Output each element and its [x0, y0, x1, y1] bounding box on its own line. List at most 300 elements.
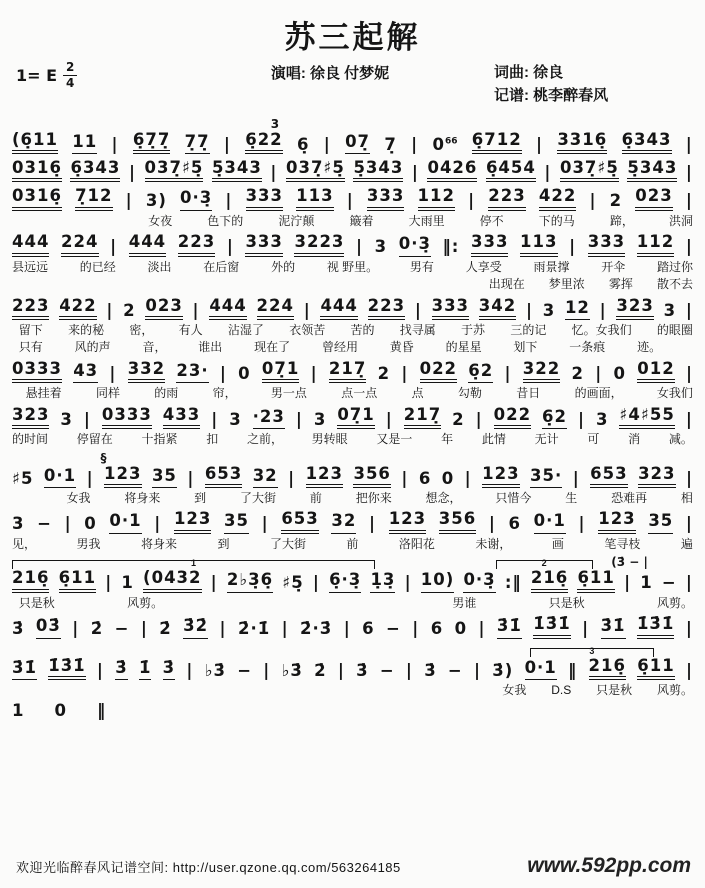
note-group: 653 — [281, 510, 318, 533]
barline: | — [544, 162, 552, 182]
barline: | — [187, 468, 195, 488]
time-signature — [63, 61, 77, 89]
note-group: 444 — [320, 297, 357, 320]
lyric-syllable: 未谢， — [475, 536, 512, 551]
lyric-syllable: 减。 — [668, 432, 693, 447]
meta-row — [16, 61, 689, 108]
barline: | — [412, 619, 420, 639]
note-group: 1 — [121, 573, 134, 593]
volta-bracket: 1 — [12, 560, 375, 569]
key-signature — [16, 61, 166, 89]
note-group: 0·1 — [534, 512, 566, 533]
barline: | — [261, 514, 269, 534]
lyric-syllable: 散不去 — [656, 277, 693, 292]
lyric-syllable: 到 — [194, 490, 207, 505]
note-group: 123 — [482, 465, 519, 488]
lyric-syllable: 前 — [346, 536, 359, 551]
barline: | — [323, 134, 331, 154]
note-group: 2 — [452, 409, 465, 429]
barline: | — [685, 573, 693, 593]
note-group: 1̇3̇1̇ — [533, 615, 570, 638]
note-group: 3) — [145, 191, 167, 211]
lyric-syllable: 将身来 — [124, 490, 161, 505]
lyric-syllable: 点 — [411, 386, 424, 401]
lyric-syllable: 画 — [551, 536, 564, 551]
lyric-syllable: 停留在 — [76, 432, 113, 447]
lyric-syllable: 男一点 — [270, 386, 307, 401]
barline: | — [186, 660, 194, 680]
note-group: 224 — [61, 233, 98, 256]
lyric-syllable: 忆。女我们 — [571, 323, 632, 338]
lyric-syllable: 的已经 — [79, 259, 116, 274]
note-group: 6̣343 — [622, 131, 672, 154]
note-group: 7̣ — [384, 134, 397, 154]
barline: | — [226, 237, 234, 257]
barline: | — [369, 514, 377, 534]
note-group: ♭3̇ — [204, 660, 226, 680]
score-line — [12, 702, 693, 720]
note-group: 0·3̣ — [399, 235, 431, 256]
lyric-syllable: 的时间 — [12, 432, 49, 447]
barline: | — [685, 300, 693, 320]
lyrics-row — [12, 260, 693, 274]
lyric-syllable: 男谁 — [452, 595, 477, 610]
note-group: 35 — [152, 467, 177, 488]
note-group: 123 — [104, 465, 141, 488]
note-group: $0^{66}$ — [432, 134, 458, 154]
lyric-syllable: 将身来 — [140, 536, 177, 551]
barline: :‖ — [504, 573, 522, 593]
note-group: 0316̣ — [12, 159, 62, 182]
note-group: 037̣♯5̣ — [286, 159, 345, 182]
lyric-syllable: 可 — [587, 432, 600, 447]
note-group: 653 — [205, 465, 242, 488]
barline: | — [140, 619, 148, 639]
note-group: 223 — [368, 297, 405, 320]
note-group: 35 — [648, 512, 673, 533]
lyric-syllable: 恐难再 — [611, 490, 648, 505]
note-group: 12 — [565, 299, 590, 320]
barline: | — [110, 237, 118, 257]
note-group: 0 — [441, 468, 455, 488]
note-group: 3 — [542, 300, 556, 320]
lyric-syllable: 苦的 — [350, 323, 375, 338]
note-group: (0432 — [143, 569, 201, 592]
notes-row — [12, 406, 693, 429]
note-group: 323 — [638, 465, 675, 488]
lyric-syllable: 外的 — [271, 259, 296, 274]
barline: | — [96, 660, 104, 680]
lyric-syllable: 风剪。 — [127, 595, 164, 610]
lyric-syllable: 留下 — [18, 323, 43, 338]
lyric-syllable: 之前， — [246, 432, 283, 447]
notes-row — [12, 159, 693, 182]
note-group: 123 — [389, 510, 426, 533]
note-group: 112 — [418, 187, 455, 210]
note-group: 3 — [60, 409, 73, 429]
note-group: 6̣2 — [542, 408, 567, 429]
note-group: 224 — [257, 297, 294, 320]
barline: | — [310, 363, 318, 383]
note-group: 03̇ — [36, 617, 61, 638]
barline: | — [281, 619, 289, 639]
note-group: 123 — [598, 510, 635, 533]
lyric-syllable: 的雨 — [154, 386, 179, 401]
note-group: 444 — [129, 233, 166, 256]
lyric-syllable: 县远远 — [12, 259, 49, 274]
barline: | — [572, 468, 580, 488]
lyrics-row — [12, 277, 693, 291]
note-group: 012 — [637, 360, 674, 383]
note-group: 333 — [245, 233, 282, 256]
lyric-syllable: 见， — [12, 536, 37, 551]
note-group: 3 — [313, 409, 327, 429]
lyric-syllable: 一条痕 — [569, 340, 606, 355]
barline: | — [685, 409, 693, 429]
score-line — [12, 615, 693, 638]
note-group: 332 — [128, 360, 165, 383]
score-line — [12, 187, 693, 228]
score-line — [12, 360, 693, 401]
note-group: 444 — [12, 233, 49, 256]
lyric-syllable: 的星星 — [445, 340, 482, 355]
note-group: 43 — [73, 362, 98, 383]
note-group: 0 — [54, 701, 67, 721]
lyric-syllable: 人享受 — [465, 259, 502, 274]
note-group: 3 — [374, 237, 388, 257]
lyric-syllable: 现在了 — [254, 340, 291, 355]
page-title: 苏三起解 — [284, 20, 421, 55]
barline: | — [211, 409, 219, 429]
note-group: ·23 — [253, 408, 285, 429]
barline: | — [578, 514, 586, 534]
lyric-syllable: 密， — [129, 323, 154, 338]
barline: | — [577, 409, 585, 429]
lyric-syllable: 无计 — [534, 432, 559, 447]
lyric-syllable: 在后窗 — [203, 259, 240, 274]
barline: | — [624, 573, 632, 593]
lyric-syllable: 女我 — [66, 490, 91, 505]
note-group: 1̣3̣ — [370, 571, 395, 592]
note-group: 3223 — [294, 233, 344, 256]
note-group: 5̣343 — [353, 159, 403, 182]
note-group: 5̣343 — [627, 159, 677, 182]
note-group: 6̣22 — [245, 131, 282, 154]
note-group: 6̣11 — [637, 657, 674, 680]
score-annotation: 3 — [270, 116, 280, 131]
note-group: 444 — [209, 297, 246, 320]
barline: | — [219, 619, 227, 639]
note-group: 333 — [367, 187, 404, 210]
annotation-row — [12, 452, 693, 465]
transcriber-credit: 记谱: 桃李醉春风 — [494, 87, 609, 105]
lyric-syllable: 蹄， — [609, 213, 634, 228]
lyric-syllable: 停不 — [479, 213, 504, 228]
note-group: 023 — [145, 297, 182, 320]
note-group: ♯4♯55 — [619, 406, 674, 429]
lyrics-row — [12, 323, 693, 337]
note-group: 2̇ — [159, 619, 172, 639]
lyric-syllable: 来的秘 — [68, 323, 105, 338]
barline: | — [595, 363, 603, 383]
lyric-syllable: 此情 — [481, 432, 506, 447]
lyric-syllable: 消 — [628, 432, 641, 447]
notes-row — [12, 360, 693, 383]
note-group: 216̣ — [12, 569, 49, 592]
lyric-syllable: 男我 — [76, 536, 101, 551]
lyric-syllable: 大雨里 — [408, 213, 445, 228]
note-group: 35 — [224, 512, 249, 533]
lyric-syllable: 有人 — [178, 323, 203, 338]
note-group: 223 — [488, 187, 525, 210]
lyrics-row — [12, 340, 693, 354]
barline: | — [337, 660, 345, 680]
note-group: 3̇1̇ — [601, 617, 626, 638]
notes-row — [12, 297, 693, 320]
barline: | — [599, 300, 607, 320]
note-group: 323 — [12, 406, 49, 429]
lyric-syllable: 的画面， — [574, 386, 623, 401]
note-group: 07̣1 — [337, 406, 374, 429]
note-group: 3̇ — [163, 659, 175, 680]
credits-block — [494, 61, 689, 108]
barline: | — [356, 237, 364, 257]
score-line — [12, 118, 693, 154]
barline: | — [270, 162, 278, 182]
lyrics-row — [12, 537, 693, 551]
score-line — [12, 406, 693, 447]
barline: | — [295, 409, 303, 429]
barline: ‖ — [568, 660, 578, 680]
note-group: 1 — [12, 701, 25, 721]
barline: | — [288, 468, 296, 488]
lyric-syllable: 三的记 — [510, 323, 547, 338]
note-group: 6̣2 — [468, 362, 493, 383]
score-annotation: § — [100, 450, 107, 465]
note-group: 0·1 — [525, 659, 557, 680]
barline: | — [223, 134, 231, 154]
lyric-syllable: 笔寻枝 — [604, 536, 641, 551]
note-group: 6̣·3̣ — [329, 571, 361, 592]
lyric-syllable: 只有 — [18, 340, 43, 355]
note-group: − — [386, 619, 401, 639]
lyric-syllable: 男有 — [409, 259, 434, 274]
barline: | — [106, 300, 114, 320]
notes-row — [12, 657, 693, 680]
lyric-syllable: 女我们 — [656, 386, 693, 401]
barline: | — [105, 573, 113, 593]
barline: | — [83, 409, 91, 429]
note-group: 0·3̣ — [463, 571, 495, 592]
barline: | — [125, 191, 133, 211]
lyric-syllable: D.S — [551, 683, 572, 698]
note-group: 216̣ — [531, 569, 568, 592]
lyric-syllable: 女夜 — [148, 213, 173, 228]
barline: | — [154, 514, 162, 534]
barline: | — [478, 619, 486, 639]
lyric-syllable: 沾湿了 — [227, 323, 264, 338]
notes-row — [12, 569, 693, 592]
barline: | — [225, 191, 233, 211]
barline: | — [405, 660, 413, 680]
lyric-syllable: 音， — [142, 340, 167, 355]
note-group: 35· — [530, 467, 562, 488]
barline: | — [464, 468, 472, 488]
lyric-syllable: 出现在 — [488, 277, 525, 292]
lyrics-row — [12, 432, 693, 446]
note-group: 123 — [174, 510, 211, 533]
lyric-syllable: 只惜今 — [495, 490, 532, 505]
annotation-row — [12, 556, 693, 569]
barline: | — [401, 363, 409, 383]
note-group: 0 — [613, 363, 626, 383]
lyric-syllable: 了大街 — [240, 490, 277, 505]
note-group: 23· — [176, 362, 208, 383]
note-group: 3 — [12, 514, 25, 534]
note-group: 32 — [253, 467, 278, 488]
note-group: − — [447, 660, 463, 680]
note-group: 422 — [539, 187, 576, 210]
barline: | — [86, 468, 94, 488]
lyric-syllable: 生 — [565, 490, 578, 505]
barline: | — [411, 134, 419, 154]
note-group: 1̇3̇1̇ — [637, 615, 674, 638]
barline: | — [504, 363, 512, 383]
barline: | — [401, 468, 409, 488]
note-group: 6̣ — [296, 134, 310, 154]
barline: ‖: — [442, 237, 460, 257]
lyric-syllable: 视 野里。 — [326, 259, 379, 274]
note-group: 6 — [508, 514, 522, 534]
score-line — [12, 297, 693, 355]
lyric-syllable: 谁出 — [198, 340, 223, 355]
lyric-syllable: 洛阳花 — [398, 536, 435, 551]
barline: | — [64, 514, 72, 534]
lyric-syllable: 风剪。 — [656, 595, 693, 610]
sheet-footer — [16, 854, 691, 878]
note-group: 6 — [418, 468, 432, 488]
note-group: 0316̣ — [12, 187, 62, 210]
note-group: 2 — [609, 191, 623, 211]
note-group: 0 — [238, 363, 251, 383]
lyric-syllable: 找寻属 — [399, 323, 436, 338]
barline: | — [128, 162, 136, 182]
note-group: 037̣♯5̣ — [145, 159, 204, 182]
barline: | — [685, 660, 693, 680]
note-group: 3̇) — [492, 660, 514, 680]
barline: | — [312, 573, 320, 593]
lyric-syllable: 开伞 — [601, 259, 626, 274]
key-label: 1= E — [16, 65, 58, 85]
lyric-syllable: 色下的 — [207, 213, 244, 228]
note-group: 0333 — [102, 406, 152, 429]
lyric-syllable: 雾挥 — [608, 277, 633, 292]
note-group: 10) — [421, 571, 455, 592]
lyric-syllable: 的眼圈 — [656, 323, 693, 338]
note-group: 3316̣ — [557, 131, 607, 154]
note-group: 223 — [12, 297, 49, 320]
meter-denominator: 4 — [66, 75, 75, 90]
lyric-syllable: 年 — [441, 432, 454, 447]
note-group: 6̣11 — [59, 569, 96, 592]
note-group: 433 — [163, 406, 200, 429]
note-group: 217̣ — [404, 406, 441, 429]
lyric-syllable: 又是一 — [376, 432, 413, 447]
barline: | — [263, 660, 271, 680]
note-group: 0333 — [12, 360, 62, 383]
note-group: 342 — [479, 297, 516, 320]
note-group: 323 — [616, 297, 653, 320]
lyric-syllable: 黄昏 — [389, 340, 414, 355]
note-group: 322 — [523, 360, 560, 383]
note-group: (6̣11 — [12, 131, 58, 154]
lyric-syllable: 女我 — [502, 683, 527, 698]
note-group: 2̇ — [90, 619, 104, 639]
barline: | — [346, 191, 354, 211]
lyric-syllable: 只是秋 — [596, 683, 633, 698]
lyric-syllable: 只是秋 — [548, 595, 585, 610]
lyric-syllable: 勾勒 — [457, 386, 482, 401]
barline: | — [589, 191, 597, 211]
note-group: 113 — [520, 233, 557, 256]
note-group: − — [237, 660, 253, 680]
score-line — [12, 644, 693, 698]
note-group: 2♭3̣6̣ — [227, 571, 273, 592]
notes-row — [12, 510, 693, 533]
note-group: 6̣454 — [486, 159, 536, 182]
note-group: 3̇1̇ — [12, 659, 37, 680]
note-group: 333 — [471, 233, 508, 256]
notes-row — [12, 233, 693, 256]
note-group: 216̣ — [589, 657, 626, 680]
note-group: 07̣ — [345, 133, 370, 154]
notes-row — [12, 465, 693, 488]
lyric-syllable: 同样 — [95, 386, 120, 401]
note-group: 653 — [590, 465, 627, 488]
barline: | — [385, 409, 393, 429]
barline: | — [536, 134, 544, 154]
note-group: 1̇3̇1̇ — [48, 657, 85, 680]
barline: | — [192, 300, 200, 320]
lyrics-row — [12, 491, 693, 505]
barline: | — [685, 134, 693, 154]
note-group: 3̇ — [356, 660, 369, 680]
score-line — [12, 159, 693, 182]
lyric-syllable: 了大街 — [269, 536, 306, 551]
lyric-syllable: 想念， — [425, 490, 462, 505]
barline: | — [210, 573, 218, 593]
note-group: 7̣12 — [75, 187, 112, 210]
barline: | — [582, 619, 590, 639]
lyric-syllable: 只是秋 — [18, 595, 55, 610]
note-group: 037̣♯5̣ — [560, 159, 619, 182]
barline: | — [474, 660, 482, 680]
barline: | — [569, 237, 577, 257]
lyric-syllable: 淡出 — [147, 259, 172, 274]
note-group: 6 — [362, 619, 375, 639]
annotation-row — [12, 118, 693, 131]
volta-bracket: 2 — [496, 560, 593, 569]
score-annotation: (3̇ − | — [611, 555, 648, 570]
note-group: 6̣11 — [577, 569, 614, 592]
note-group: 2̇ — [314, 660, 327, 680]
lyric-syllable: 划下 — [513, 340, 538, 355]
note-group: 3̇ — [424, 660, 437, 680]
lyric-syllable: 迹。 — [637, 340, 662, 355]
note-group: ♯5 — [12, 468, 34, 488]
note-group: 0 — [84, 514, 97, 534]
lyric-syllable: 相 — [680, 490, 693, 505]
